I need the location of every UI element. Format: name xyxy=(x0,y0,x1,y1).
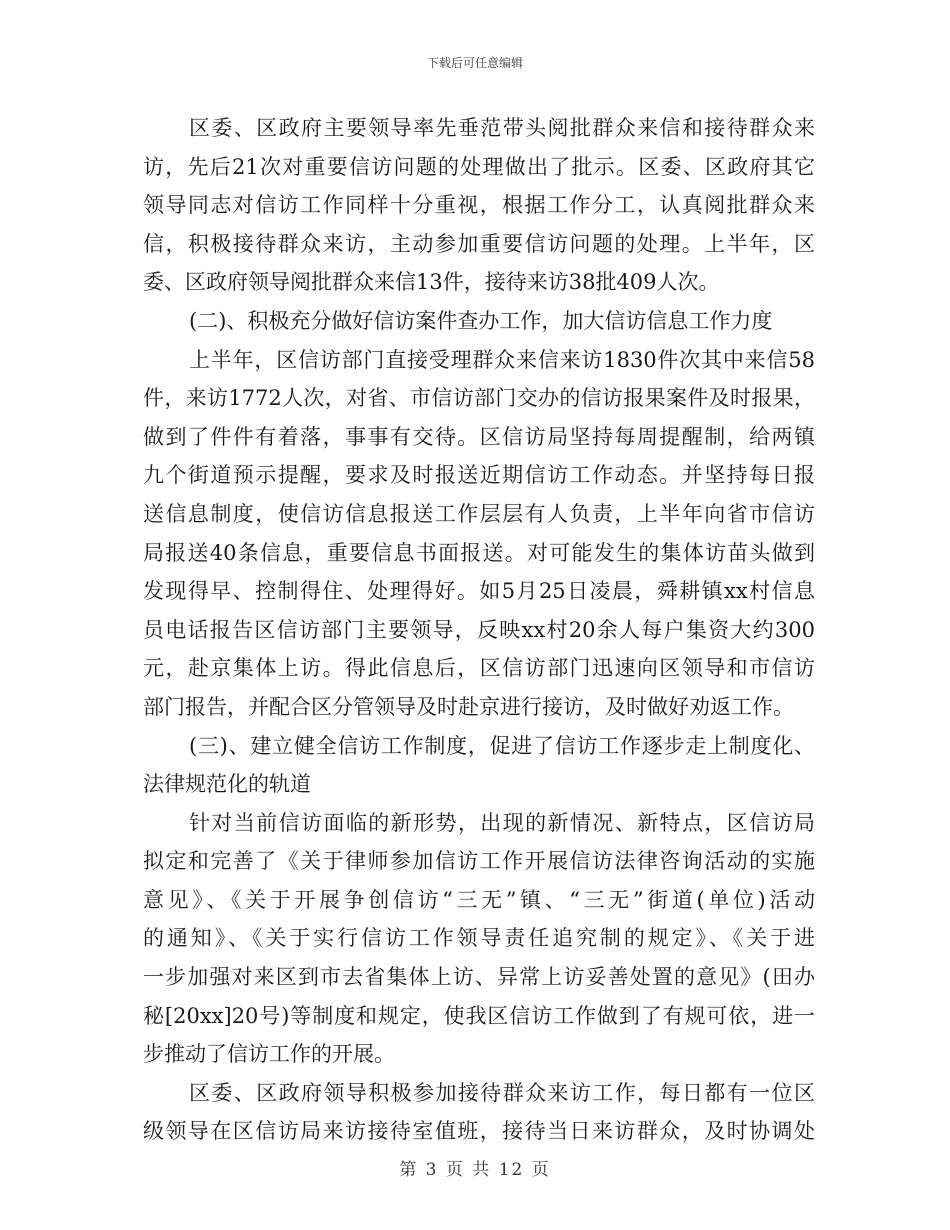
page-number: 第 3 页 共 12 页 xyxy=(399,1160,551,1180)
text-line: 元，赴京集体上访。得此信息后，区信访部门迅速向区领导和市信访 xyxy=(143,656,815,681)
text-line: 送信息制度，使信访信息报送工作层层有人负责，上半年向省市信访 xyxy=(143,501,815,526)
section-heading: (二)、积极充分做好信访案件查办工作，加大信访信息工作力度 xyxy=(189,308,773,333)
text-line: 的通知》、《关于实行信访工作领导责任追究制的规定》、《关于进 xyxy=(143,926,815,951)
text-line: 部门报告，并配合区分管领导及时赴京进行接访，及时做好劝返工作。 xyxy=(143,694,794,719)
text-line: 区委、区政府领导积极参加接待群众来访工作，每日都有一位区 xyxy=(189,1080,815,1105)
document-body xyxy=(143,109,815,1151)
text-line: 针对当前信访面临的新形势，出现的新情况、新特点，区信访局 xyxy=(189,810,815,835)
text-line: 信，积极接待群众来访，主动参加重要信访问题的处理。上半年，区 xyxy=(143,231,815,256)
text-line: 秘[20xx]20号)等制度和规定，使我区信访工作做到了有规可依，进一 xyxy=(143,1003,815,1028)
text-line: 级领导在区信访局来访接待室值班，接待当日来访群众，及时协调处 xyxy=(143,1119,815,1144)
text-line: 区委、区政府主要领导率先垂范带头阅批群众来信和接待群众来 xyxy=(189,116,815,140)
section-heading: (三)、建立健全信访工作制度，促进了信访工作逐步走上制度化、 xyxy=(189,733,815,758)
text-line: 件，来访1772人次，对省、市信访部门交办的信访报果案件及时报果， xyxy=(143,386,815,411)
section-heading: 法律规范化的轨道 xyxy=(143,772,311,797)
text-line: 访，先后21次对重要信访问题的处理做出了批示。区委、区政府其它 xyxy=(143,154,815,179)
text-line: 领导同志对信访工作同样十分重视，根据工作分工，认真阅批群众来 xyxy=(143,193,815,218)
text-line: 意见》、《关于开展争创信访“三无”镇、“三无”街道(单位)活动 xyxy=(143,887,815,912)
text-line: 做到了件件有着落，事事有交待。区信访局坚持每周提醒制，给两镇 xyxy=(143,424,815,449)
text-line: 发现得早、控制得住、处理得好。如5月25日凌晨，舜耕镇xx村信息 xyxy=(143,579,815,604)
text-line: 员电话报告区信访部门主要领导，反映xx村20余人每户集资大约300 xyxy=(143,617,815,642)
text-line: 一步加强对来区到市去省集体上访、异常上访妥善处置的意见》(田办 xyxy=(143,965,815,990)
text-line: 拟定和完善了《关于律师参加信访工作开展信访法律咨询活动的实施 xyxy=(143,849,815,874)
text-line: 委、区政府领导阅批群众来信13件，接待来访38批409人次。 xyxy=(143,270,720,295)
page-header-note: 下载后可任意编辑 xyxy=(426,56,523,70)
text-line: 上半年，区信访部门直接受理群众来信来访1830件次其中来信58 xyxy=(189,347,815,372)
text-line: 九个街道预示提醒，要求及时报送近期信访工作动态。并坚持每日报 xyxy=(143,463,815,488)
text-line: 步推动了信访工作的开展。 xyxy=(143,1042,395,1067)
text-line: 局报送40条信息，重要信息书面报送。对可能发生的集体访苗头做到 xyxy=(143,540,815,565)
